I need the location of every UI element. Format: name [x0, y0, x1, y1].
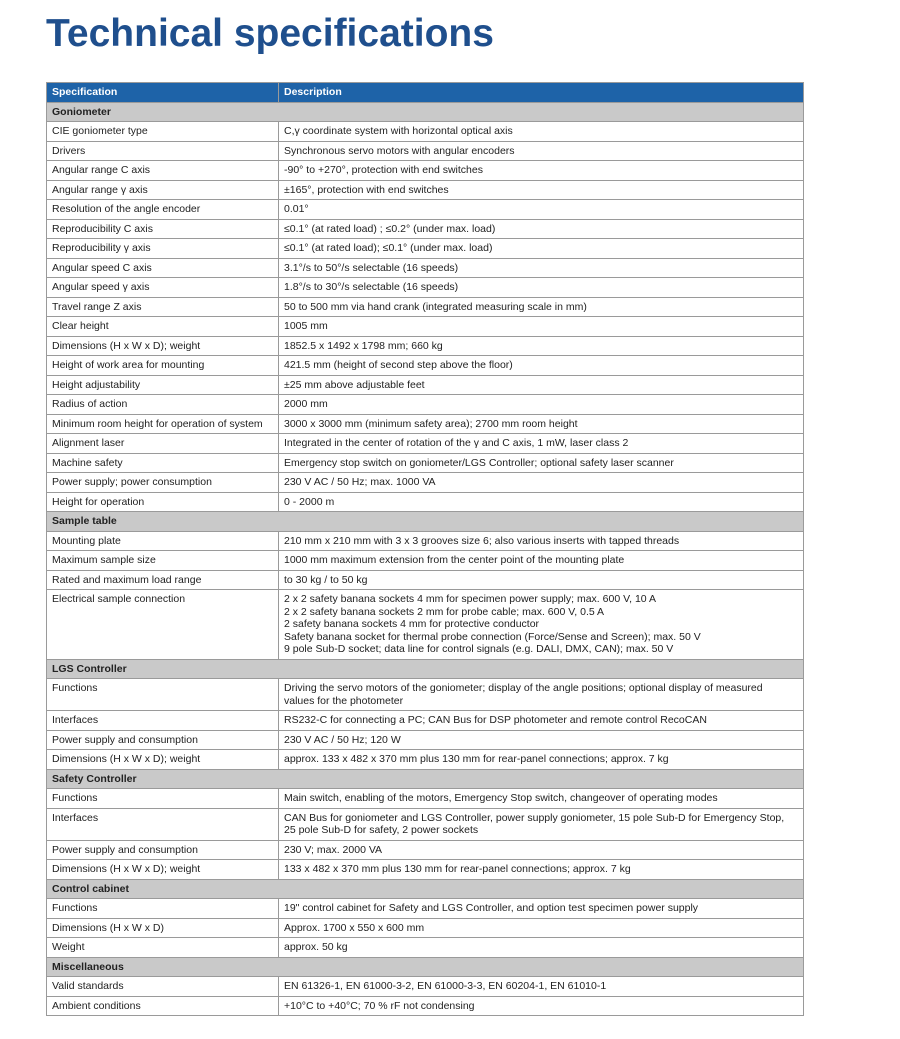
description-cell [279, 239, 804, 259]
table-row [47, 996, 804, 1016]
description-line: ±165°, protection with end switches [284, 183, 449, 196]
description-line: RS232-C for connecting a PC; CAN Bus for DSP photometer and remote control RecoCAN [284, 714, 707, 726]
section-title: Sample table [47, 512, 804, 532]
spec-cell: Reproducibility C axis [47, 219, 279, 239]
section-title: Safety Controller [47, 769, 804, 789]
table-row [47, 375, 804, 395]
description-line: CAN Bus for goniometer and LGS Controller, power supply goniometer, 15 pole Sub-D for Emergency Stop, [284, 811, 785, 824]
spec-cell: Power supply; power consumption [47, 473, 279, 493]
description-line: 0.01° [284, 203, 309, 215]
table-row [47, 938, 804, 958]
spec-cell: Valid standards [47, 977, 279, 997]
table-row [47, 453, 804, 473]
description-cell [279, 161, 804, 181]
description-cell [279, 711, 804, 731]
table-row [47, 219, 804, 239]
description-line: 2 x 2 safety banana sockets 2 mm for probe cable; max. 600 V, 0.5 A [284, 605, 605, 618]
description-line: Driving the servo motors of the goniometer; display of the angle positions; optional display of measured [284, 682, 763, 694]
spec-cell: Angular range C axis [47, 161, 279, 181]
table-row [47, 531, 804, 551]
table-row [47, 336, 804, 356]
section-row [47, 769, 804, 789]
description-line: values for the photometer [284, 694, 404, 707]
description-line: 3000 x 3000 mm (minimum safety area); 2700 mm room height [284, 417, 578, 430]
spec-cell: Drivers [47, 141, 279, 161]
spec-cell: Dimensions (H x W x D); weight [47, 860, 279, 880]
description-line: ≤0.1° (at rated load) ; ≤0.2° (under max. load) [284, 222, 496, 235]
table-row [47, 551, 804, 571]
spec-cell: Minimum room height for operation of system [47, 414, 279, 434]
spec-cell: Dimensions (H x W x D); weight [47, 336, 279, 356]
description-cell [279, 808, 804, 840]
description-cell [279, 414, 804, 434]
description-cell [279, 918, 804, 938]
page-title: Technical specifications [46, 12, 494, 55]
description-line: approx. 133 x 482 x 370 mm plus 130 mm for rear-panel connections; approx. 7 kg [284, 753, 669, 765]
description-line: Main switch, enabling of the motors, Emergency Stop switch, changeover of operating modes [284, 792, 718, 804]
description-line: Synchronous servo motors with angular encoders [284, 144, 515, 157]
table-row [47, 473, 804, 493]
description-cell [279, 938, 804, 958]
section-row [47, 957, 804, 977]
description-cell [279, 860, 804, 880]
description-line: +10°C to +40°C; 70 % rF not condensing [284, 999, 475, 1012]
spec-cell: Ambient conditions [47, 996, 279, 1016]
table-row [47, 297, 804, 317]
description-line: 230 V AC / 50 Hz; 120 W [284, 733, 401, 746]
spec-cell: Rated and maximum load range [47, 570, 279, 590]
table-row [47, 258, 804, 278]
column-header-specification: Specification [47, 83, 279, 103]
description-cell [279, 219, 804, 239]
description-line: 25 pole Sub-D for safety, 2 power sockets [284, 824, 479, 836]
description-line: -90° to +270°, protection with end switches [284, 164, 483, 176]
description-cell [279, 679, 804, 711]
spec-cell: Alignment laser [47, 434, 279, 454]
description-line: ≤0.1° (at rated load); ≤0.1° (under max. load) [284, 242, 493, 254]
table-header-row [47, 83, 804, 103]
table-row [47, 977, 804, 997]
spec-cell: Angular speed γ axis [47, 278, 279, 298]
table-row [47, 730, 804, 750]
spec-table [46, 82, 804, 1016]
description-cell [279, 590, 804, 660]
spec-cell: Machine safety [47, 453, 279, 473]
description-cell [279, 840, 804, 860]
description-cell [279, 122, 804, 142]
spec-cell: Height adjustability [47, 375, 279, 395]
table-row [47, 414, 804, 434]
description-line: 230 V; max. 2000 VA [284, 843, 383, 856]
description-cell [279, 531, 804, 551]
spec-cell: Interfaces [47, 808, 279, 840]
description-line: 19" control cabinet for Safety and LGS Controller, and option test specimen power supply [284, 902, 699, 914]
table-row [47, 239, 804, 259]
table-row [47, 570, 804, 590]
table-row [47, 434, 804, 454]
description-cell [279, 297, 804, 317]
spec-cell: Angular range γ axis [47, 180, 279, 200]
description-line: 3.1°/s to 50°/s selectable (16 speeds) [284, 261, 459, 274]
table-row [47, 899, 804, 919]
description-line: Integrated in the center of rotation of the γ and C axis, 1 mW, laser class 2 [284, 437, 629, 449]
spec-cell: Angular speed C axis [47, 258, 279, 278]
description-cell [279, 570, 804, 590]
description-line: 1000 mm maximum extension from the center point of the mounting plate [284, 554, 625, 566]
description-line: Emergency stop switch on goniometer/LGS Controller; optional safety laser scanner [284, 456, 674, 469]
description-line: 1852.5 x 1492 x 1798 mm; 660 kg [284, 339, 443, 352]
description-cell [279, 395, 804, 415]
table-row [47, 161, 804, 181]
spec-cell: Dimensions (H x W x D); weight [47, 750, 279, 770]
description-cell [279, 977, 804, 997]
description-cell [279, 336, 804, 356]
table-row [47, 141, 804, 161]
spec-cell: Mounting plate [47, 531, 279, 551]
column-header-description: Description [279, 83, 804, 103]
table-row [47, 278, 804, 298]
description-line: 9 pole Sub-D socket; data line for control signals (e.g. DALI, DMX, CAN); max. 50 V [284, 643, 674, 655]
table-row [47, 860, 804, 880]
description-line: 50 to 500 mm via hand crank (integrated measuring scale in mm) [284, 300, 587, 313]
section-row [47, 102, 804, 122]
description-cell [279, 317, 804, 337]
spec-cell: Height for operation [47, 492, 279, 512]
description-line: Approx. 1700 x 550 x 600 mm [284, 921, 425, 934]
description-line: 210 mm x 210 mm with 3 x 3 grooves size 6; also various inserts with tapped threads [284, 534, 680, 547]
spec-cell: Functions [47, 899, 279, 919]
description-line: 133 x 482 x 370 mm plus 130 mm for rear-panel connections; approx. 7 kg [284, 863, 631, 875]
description-line: 0 - 2000 m [284, 495, 335, 508]
description-line: approx. 50 kg [284, 941, 348, 953]
description-cell [279, 551, 804, 571]
table-row [47, 200, 804, 220]
table-row [47, 590, 804, 660]
spec-cell: Maximum sample size [47, 551, 279, 571]
description-line: 230 V AC / 50 Hz; max. 1000 VA [284, 476, 436, 488]
description-line: EN 61326-1, EN 61000-3-2, EN 61000-3-3, EN 60204-1, EN 61010-1 [284, 980, 607, 992]
table-row [47, 317, 804, 337]
description-line: Safety banana socket for thermal probe connection (Force/Sense and Screen); max. 50 V [284, 630, 701, 643]
spec-cell: Resolution of the angle encoder [47, 200, 279, 220]
description-line: 421.5 mm (height of second step above the floor) [284, 359, 513, 371]
description-cell [279, 180, 804, 200]
table-row [47, 918, 804, 938]
description-line: to 30 kg / to 50 kg [284, 573, 368, 586]
spec-cell: Power supply and consumption [47, 840, 279, 860]
description-cell [279, 258, 804, 278]
table-row [47, 711, 804, 731]
description-cell [279, 473, 804, 493]
section-title: LGS Controller [47, 659, 804, 679]
spec-cell: Radius of action [47, 395, 279, 415]
spec-cell: Dimensions (H x W x D) [47, 918, 279, 938]
description-cell [279, 996, 804, 1016]
spec-cell: CIE goniometer type [47, 122, 279, 142]
spec-cell: Clear height [47, 317, 279, 337]
description-line: 1.8°/s to 30°/s selectable (16 speeds) [284, 281, 459, 293]
description-cell [279, 750, 804, 770]
section-row [47, 512, 804, 532]
table-row [47, 750, 804, 770]
table-row [47, 395, 804, 415]
description-cell [279, 278, 804, 298]
description-line: 1005 mm [284, 320, 328, 332]
spec-table-body [47, 102, 804, 1016]
description-line: 2000 mm [284, 398, 328, 410]
section-row [47, 659, 804, 679]
spec-cell: Weight [47, 938, 279, 958]
description-cell [279, 200, 804, 220]
section-title: Miscellaneous [47, 957, 804, 977]
table-row [47, 492, 804, 512]
spec-cell: Height of work area for mounting [47, 356, 279, 376]
table-row [47, 356, 804, 376]
spec-cell: Electrical sample connection [47, 590, 279, 660]
description-cell [279, 375, 804, 395]
description-line: 2 safety banana sockets 4 mm for protective conductor [284, 618, 540, 630]
spec-cell: Travel range Z axis [47, 297, 279, 317]
description-cell [279, 730, 804, 750]
description-line: C,γ coordinate system with horizontal optical axis [284, 125, 513, 137]
spec-cell: Functions [47, 679, 279, 711]
table-row [47, 789, 804, 809]
spec-cell: Power supply and consumption [47, 730, 279, 750]
spec-cell: Reproducibility γ axis [47, 239, 279, 259]
description-line: ±25 mm above adjustable feet [284, 378, 425, 391]
section-title: Goniometer [47, 102, 804, 122]
description-line: 2 x 2 safety banana sockets 4 mm for specimen power supply; max. 600 V, 10 A [284, 593, 656, 605]
spec-cell: Functions [47, 789, 279, 809]
description-cell [279, 453, 804, 473]
section-row [47, 879, 804, 899]
table-row [47, 679, 804, 711]
description-cell [279, 356, 804, 376]
description-cell [279, 789, 804, 809]
section-title: Control cabinet [47, 879, 804, 899]
table-row [47, 808, 804, 840]
description-cell [279, 492, 804, 512]
description-cell [279, 141, 804, 161]
description-cell [279, 434, 804, 454]
table-row [47, 180, 804, 200]
spec-cell: Interfaces [47, 711, 279, 731]
table-row [47, 122, 804, 142]
description-cell [279, 899, 804, 919]
table-row [47, 840, 804, 860]
